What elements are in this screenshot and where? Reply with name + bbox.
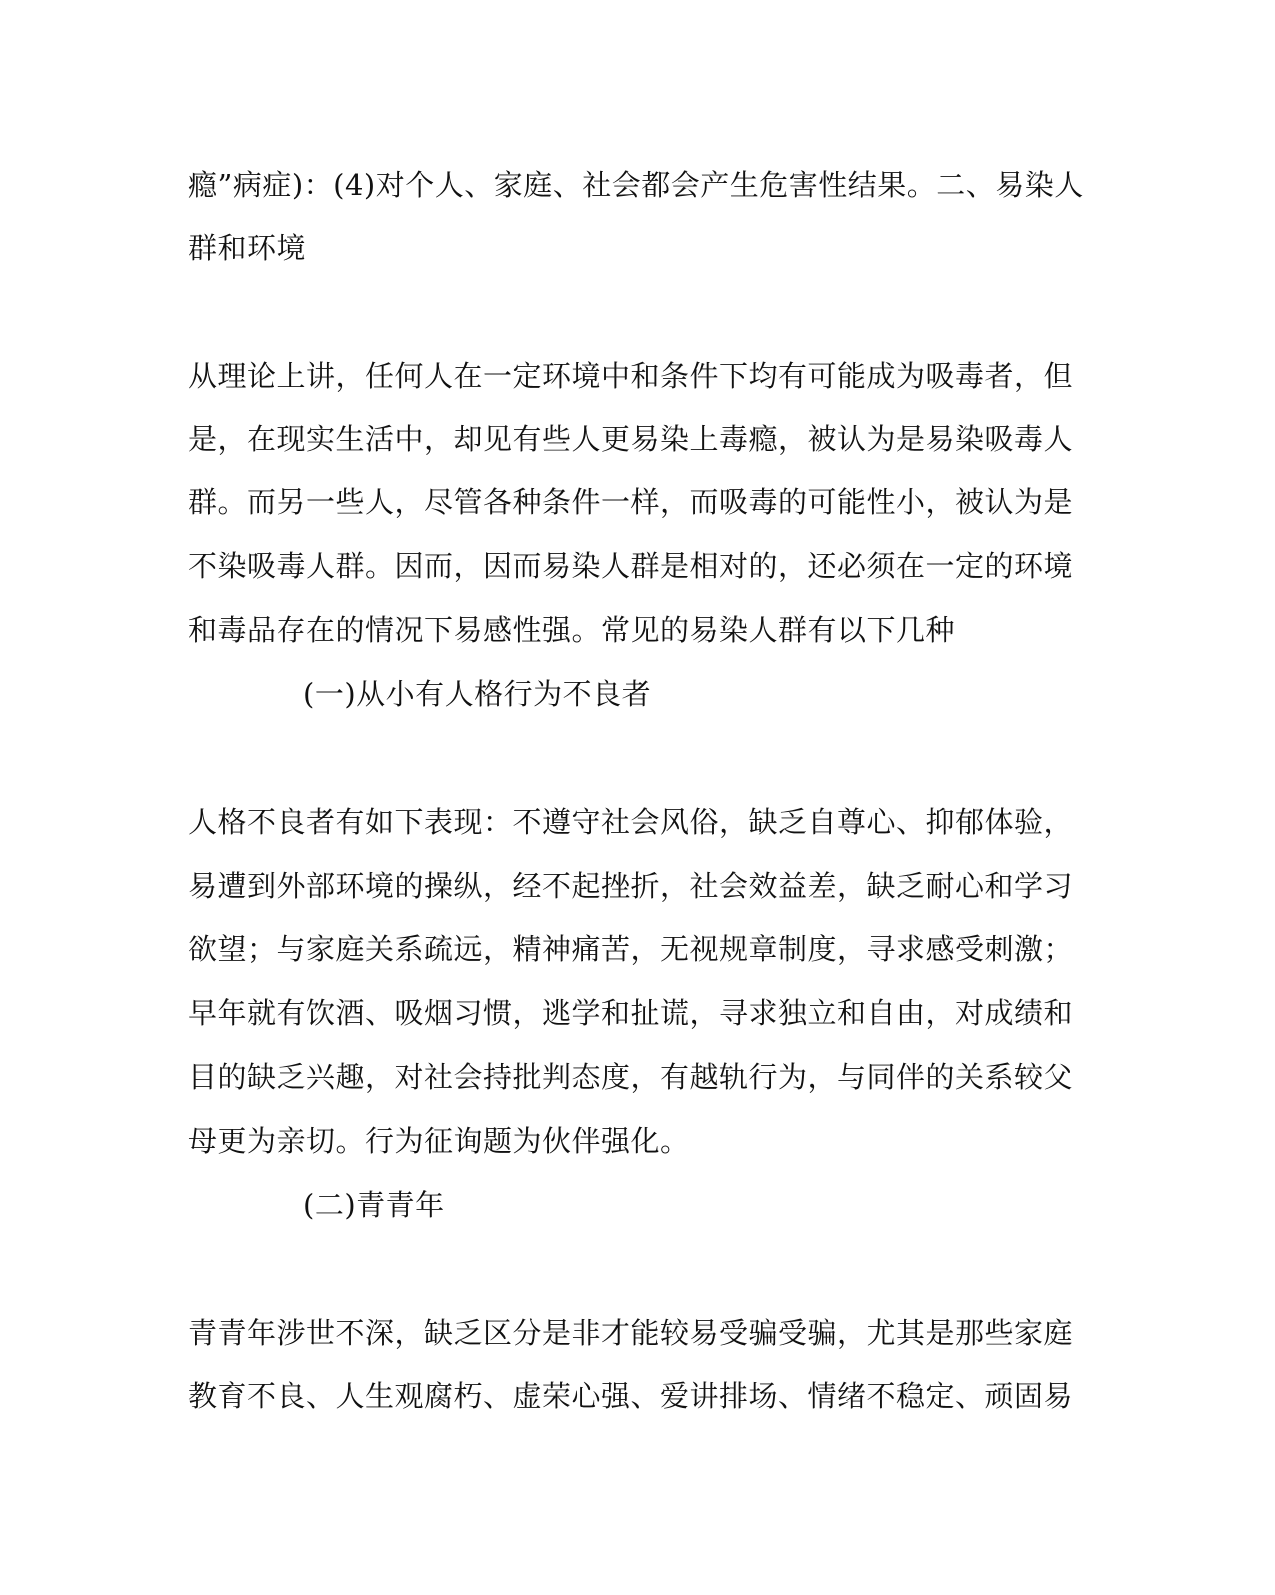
- text-line: 人格不良者有如下表现：不遵守社会风俗，缺乏自尊心、抑郁体验，: [188, 805, 1074, 839]
- text-line: 易遭到外部环境的操纵，经不起挫折，社会效益差，缺乏耐心和学习: [188, 869, 1074, 903]
- text-line: 目的缺乏兴趣，对社会持批判态度，有越轨行为，与同伴的关系较父: [188, 1060, 1074, 1094]
- text-line: 欲望；与家庭关系疏远，精神痛苦，无视规章制度，寻求感受刺激；: [188, 932, 1074, 966]
- text-line: 不染吸毒人群。因而，因而易染人群是相对的，还必须在一定的环境: [188, 549, 1074, 583]
- text-line: 教育不良、人生观腐朽、虚荣心强、爱讲排场、情绪不稳定、顽固易: [188, 1379, 1074, 1413]
- text-line: 瘾”病症)：(4)对个人、家庭、社会都会产生危害性结果。二、易染人: [188, 168, 1084, 202]
- section-heading: (二)青青年: [303, 1188, 445, 1222]
- text-line: 群和环境: [188, 231, 307, 265]
- text-line: 母更为亲切。行为征询题为伙伴强化。: [188, 1124, 690, 1158]
- text-line: 从理论上讲，任何人在一定环境中和条件下均有可能成为吸毒者，但: [188, 359, 1074, 393]
- text-line: 是，在现实生活中，却见有些人更易染上毒瘾，被认为是易染吸毒人: [188, 422, 1074, 456]
- text-line: 早年就有饮酒、吸烟习惯，逃学和扯谎，寻求独立和自由，对成绩和: [188, 996, 1074, 1030]
- section-heading: (一)从小有人格行为不良者: [303, 677, 652, 711]
- text-line: 群。而另一些人，尽管各种条件一样，而吸毒的可能性小，被认为是: [188, 485, 1074, 519]
- text-line: 和毒品存在的情况下易感性强。常见的易染人群有以下几种: [188, 613, 956, 647]
- text-line: 青青年涉世不深，缺乏区分是非才能较易受骗受骗，尤其是那些家庭: [188, 1316, 1074, 1350]
